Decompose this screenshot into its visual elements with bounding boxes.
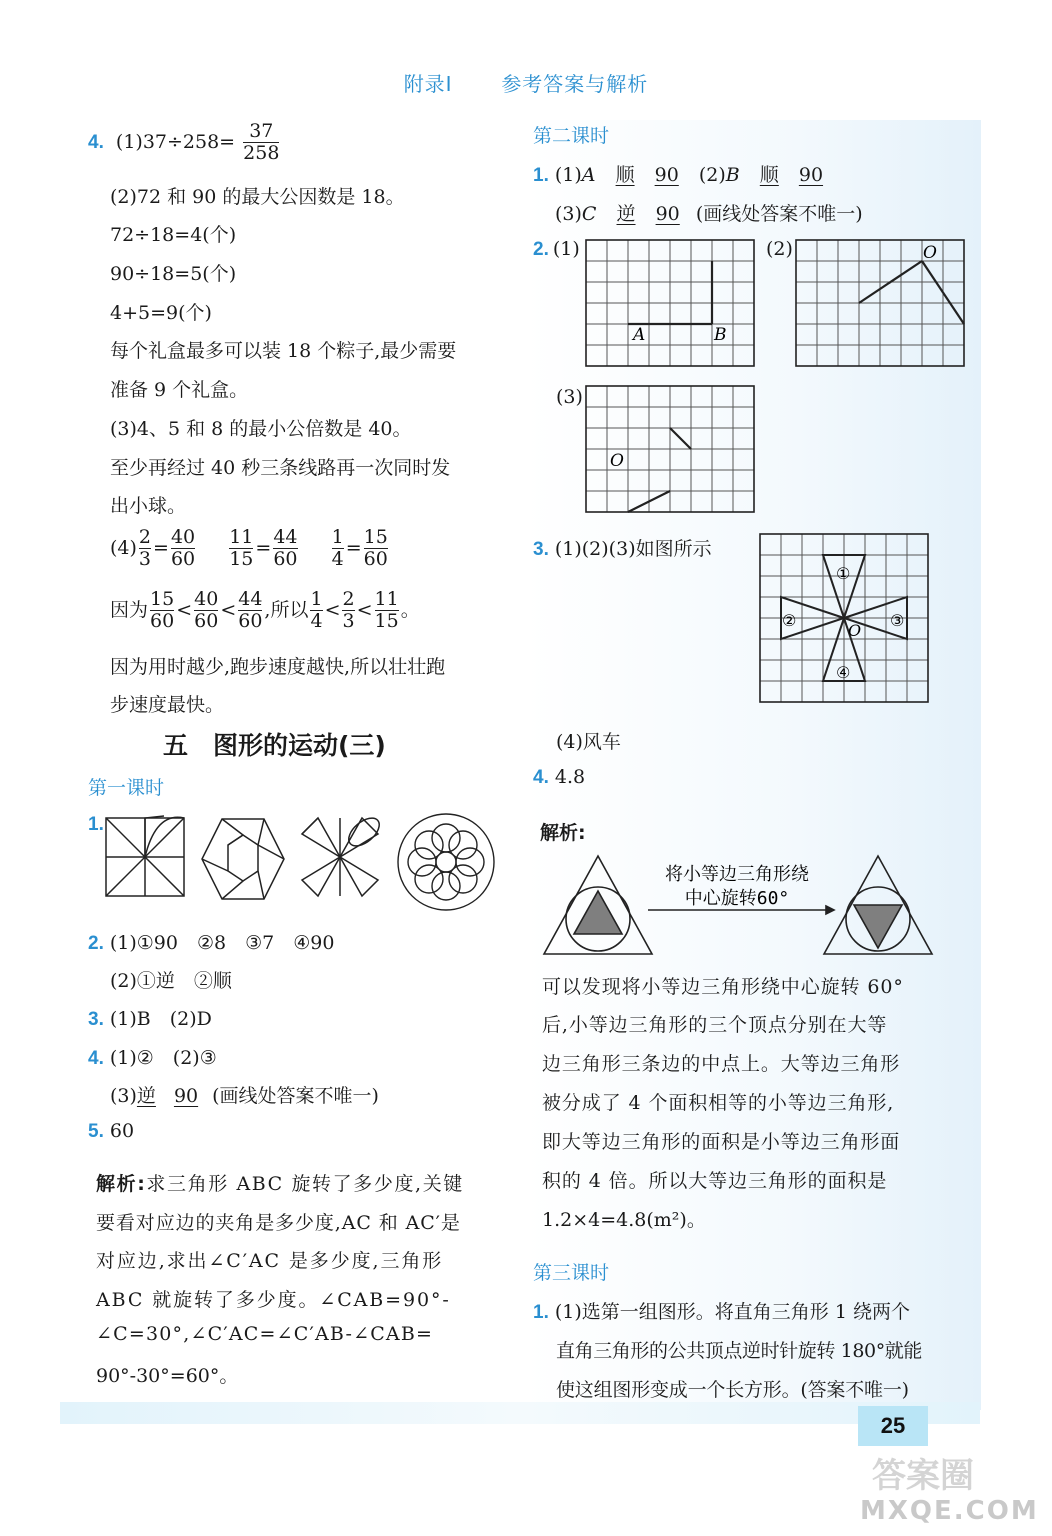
q4-2-line4: 4+5=9(个) <box>110 302 212 324</box>
mark-4: ④ <box>836 663 851 682</box>
l3-q1-line2: 直角三角形的公共顶点逆时针旋转 180°就能 <box>556 1340 923 1362</box>
q4-2-line3: 90÷18=5(个) <box>110 263 237 285</box>
r-an-line2: 后,小等边三角形的三个顶点分别在大等 <box>542 1014 888 1036</box>
q4-4-line2: 因为 $\frac{15}{60}$ < $\frac{40}{60}$ < $\frac{44}{60}$ ,所以 $\frac{1}{4}$ < $\frac{2}{3}$ < $\frac{11}{15}$ 。 <box>110 588 420 632</box>
mark-2: ② <box>782 611 797 630</box>
r-an-line3: 边三角形三条边的中点上。大等边三角形 <box>542 1053 901 1075</box>
l1-q4-line2: (3)逆 90 (画线处答案不唯一) <box>110 1085 379 1107</box>
q4-1 <box>88 122 281 164</box>
q4-3-line3: 出小球。 <box>110 495 187 517</box>
l1-q1-number: 1. <box>88 814 104 835</box>
arrow-caption-1: 将小等边三角形绕 <box>665 864 809 885</box>
r-an-line7: 1.2×4=4.8(m²)。 <box>542 1209 706 1231</box>
lesson2-heading: 第二课时 <box>533 125 610 147</box>
watermark-logo: 答案圈 <box>872 1456 974 1496</box>
q4-4-line3: 因为用时越少,跑步速度越快,所以壮壮跑 <box>110 656 446 678</box>
lesson1-heading: 第一课时 <box>88 777 165 799</box>
q4-3-line1: (3)4、5 和 8 的最小公倍数是 40。 <box>110 418 412 440</box>
windmill-grid-figure <box>760 534 928 702</box>
analysis-line3: 对应边,求出∠C′AC 是多少度,三角形 <box>96 1250 444 1272</box>
r-q1-line1: 1. (1)A 顺 90 (2)B 顺 90 <box>533 164 824 186</box>
analysis-line4: ABC 就旋转了多少度。∠CAB=90°- <box>96 1289 451 1311</box>
l1-q2-line1: 2. (1)①90 ②8 ③7 ④90 <box>88 932 335 954</box>
l1-q3: 3. (1)B (2)D <box>88 1008 212 1030</box>
triangle-rotation-figure <box>540 850 940 960</box>
q4-3-line2: 至少再经过 40 秒三条线路再一次同时发 <box>110 457 451 479</box>
r-q3-4: (4)风车 <box>556 731 621 753</box>
watermark-text: MXQE.COM <box>860 1496 1039 1526</box>
mark-1: ① <box>836 564 851 583</box>
pinwheel-figure <box>104 812 188 898</box>
arrow-caption-2: 中心旋转60° <box>684 888 790 909</box>
r-q4: 4. 4.8 <box>533 766 586 788</box>
analysis-line1: 解析:求三角形 ABC 旋转了多少度,关键 <box>96 1173 464 1195</box>
q4-1-text: (1)37÷258= <box>115 130 236 153</box>
fraction: $\frac{37}{258}$ <box>243 120 280 164</box>
r-q2-3-label: (3) <box>556 386 583 408</box>
l1-q5: 5. 60 <box>88 1120 135 1142</box>
point-A-label: A <box>633 325 646 345</box>
header-appendix: 附录Ⅰ <box>403 72 453 96</box>
page-header <box>0 68 1052 97</box>
grid-figure-3 <box>586 386 754 512</box>
r-q3-line: 3. (1)(2)(3)如图所示 <box>533 538 712 560</box>
r-an-line5: 即大等边三角形的面积是小等边三角形面 <box>542 1131 901 1153</box>
point-O-label: O <box>923 243 937 263</box>
point-B-label: B <box>714 325 727 345</box>
mark-3: ③ <box>890 611 905 630</box>
question-number: 4. <box>88 131 104 153</box>
hexagon-figure <box>200 817 286 901</box>
q4-2-line1: (2)72 和 90 的最大公因数是 18。 <box>110 186 405 208</box>
l1-q2-line2: (2)①逆 ②顺 <box>110 970 232 992</box>
q4-4-line1: (4) $\frac{2}{3}$ = $\frac{40}{60}$ $\frac{11}{15}$ = $\frac{44}{60}$ $\frac{1}{4}$ = $\frac{15}{60}$ <box>110 526 388 570</box>
l3-q1-line3: 使这组图形变成一个长方形。(答案不唯一) <box>556 1379 909 1401</box>
center-O-label: O <box>848 621 862 640</box>
circles-figure <box>396 812 496 912</box>
section-title: 五 图形的运动(三) <box>163 731 386 760</box>
r-analysis-label: 解析: <box>540 822 586 844</box>
q4-2-line5: 每个礼盒最多可以装 18 个粽子,最少需要 <box>110 340 457 362</box>
l1-q4-line1: 4. (1)② (2)③ <box>88 1047 217 1069</box>
grid-figure-1 <box>586 240 754 366</box>
r-q1-line2: (3)C 逆 90 (画线处答案不唯一) <box>555 203 863 225</box>
q4-2-line2: 72÷18=4(个) <box>110 224 237 246</box>
grid-figure-2 <box>796 240 964 366</box>
footer-band <box>60 1402 980 1424</box>
r-q2-2-label: (2) <box>766 238 793 260</box>
r-an-line4: 被分成了 4 个面积相等的小等边三角形, <box>542 1092 895 1114</box>
analysis-line2: 要看对应边的夹角是多少度,AC 和 AC′是 <box>96 1212 461 1234</box>
cross-petal-figure <box>298 814 382 900</box>
q4-4-line4: 步速度最快。 <box>110 694 225 716</box>
q4-2-line6: 准备 9 个礼盒。 <box>110 379 249 401</box>
r-an-line1: 可以发现将小等边三角形绕中心旋转 60° <box>542 976 904 998</box>
point-O-label: O <box>610 451 624 471</box>
analysis-line6: 90°-30°=60°。 <box>96 1365 239 1387</box>
analysis-line5: ∠C=30°,∠C′AC=∠C′AB-∠CAB= <box>96 1323 434 1345</box>
header-title: 参考答案与解析 <box>501 72 649 96</box>
lesson3-heading: 第三课时 <box>533 1262 610 1284</box>
page-number: 25 <box>858 1406 928 1446</box>
r-an-line6: 积的 4 倍。所以大等边三角形的面积是 <box>542 1170 888 1192</box>
l3-q1-line1: 1. (1)选第一组图形。将直角三角形 1 绕两个 <box>533 1301 910 1323</box>
r-q2-label: 2. (1) <box>533 238 580 260</box>
